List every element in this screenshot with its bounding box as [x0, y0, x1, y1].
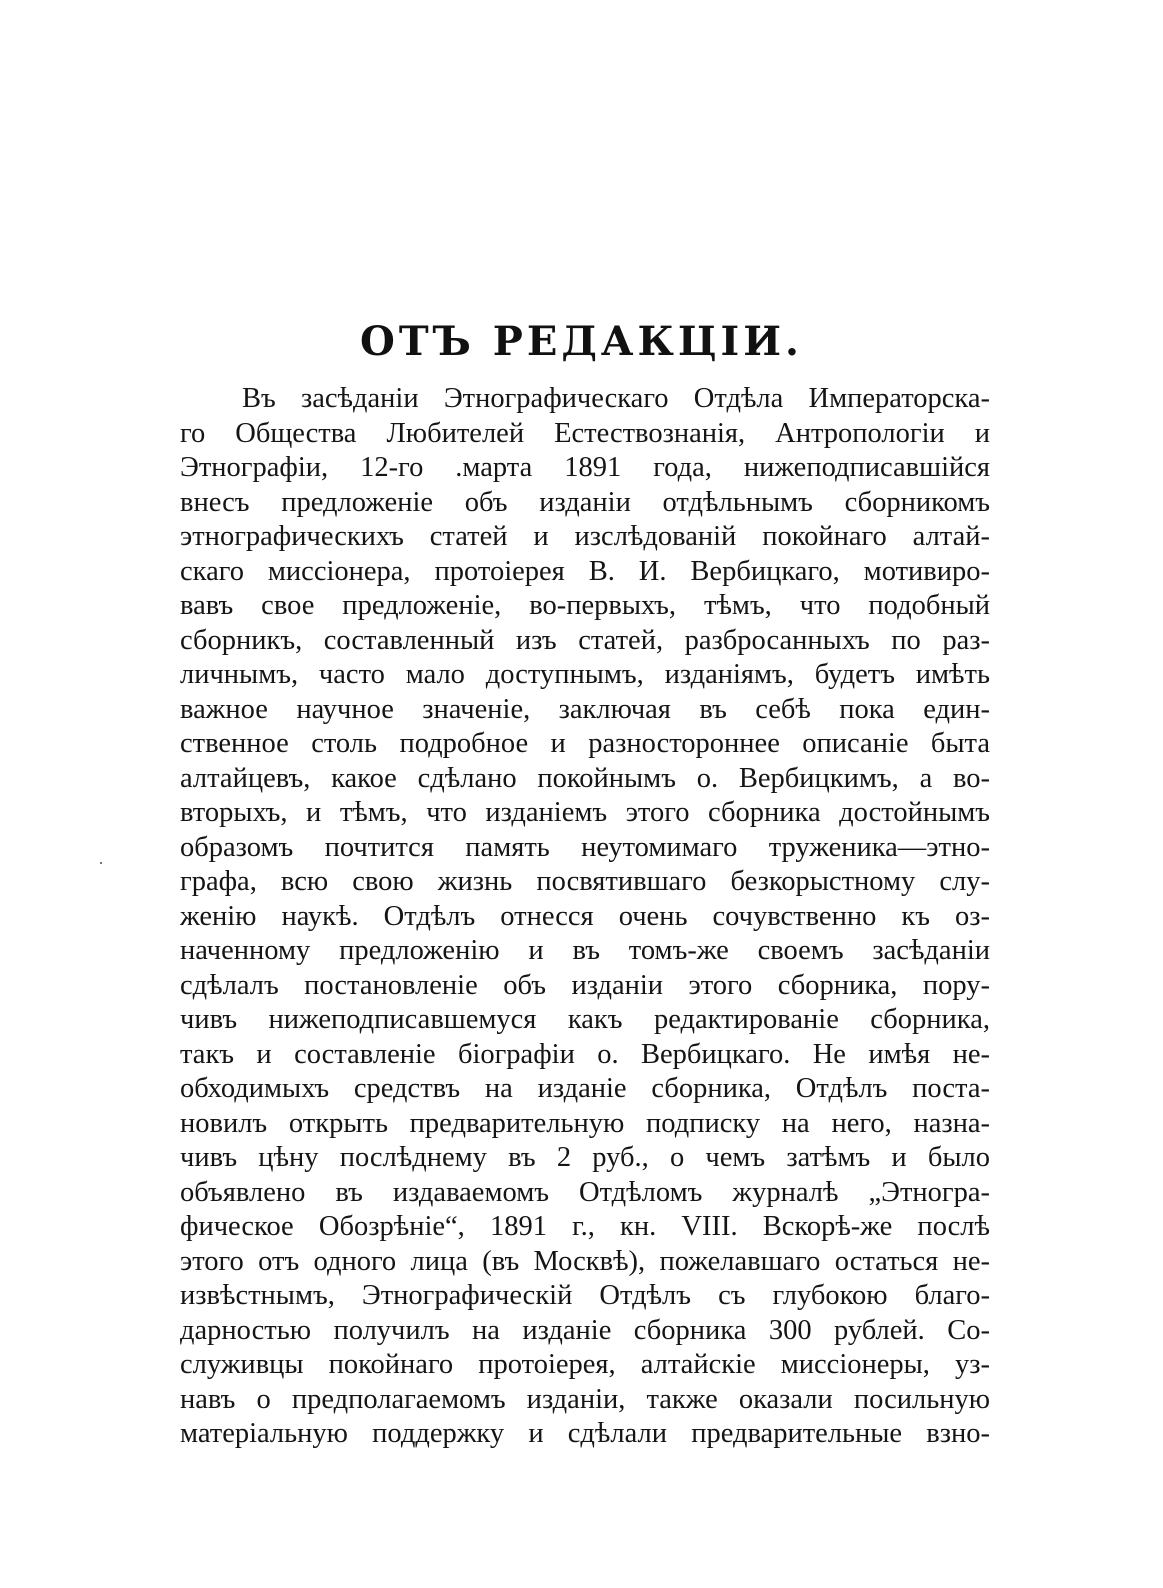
text-line: скаго миссіонера, протоіерея В. И. Вербицкаго, мотивиро- — [180, 555, 990, 587]
text-line: алтайцевъ, какое сдѣлано покойнымъ о. Вербицкимъ, а во- — [180, 762, 990, 794]
text-line: ственное столь подробное и разностороннее описаніе быта — [180, 728, 990, 759]
text-line: женію наукѣ. Отдѣлъ отнесся очень сочувственно къ оз- — [180, 900, 990, 932]
text-line: объявлено въ издаваемомъ Отдѣломъ журналѣ „Этногра- — [180, 1176, 990, 1208]
text-line: Этнографіи, 12-го .марта 1891 года, нижеподписавшійся — [180, 452, 990, 483]
text-line: дарностью получилъ на изданіе сборника 300 рублей. Со- — [180, 1314, 990, 1346]
text-line: Въ засѣданіи Этнографическаго Отдѣла Императорска- — [242, 383, 990, 414]
text-line: фическое Обозрѣніе“, 1891 г., кн. VIII. Вскорѣ-же послѣ — [180, 1211, 990, 1242]
text-line: обходимыхъ средствъ на изданіе сборника, Отдѣлъ поста- — [180, 1073, 990, 1104]
text-line: извѣстнымъ, Этнографическій Отдѣлъ съ глубокою благо- — [180, 1280, 990, 1311]
text-line: вторыхъ, и тѣмъ, что изданіемъ этого сборника достойнымъ — [180, 797, 990, 828]
text-line: этого отъ одного лица (въ Москвѣ), пожелавшаго остаться не- — [180, 1245, 990, 1277]
text-line: внесъ предложеніе объ изданіи отдѣльнымъ сборникомъ — [180, 486, 990, 518]
text-line: наченному предложенію и въ томъ-же своемъ засѣданіи — [180, 935, 990, 966]
text-line: вавъ свое предложеніе, во-первыхъ, тѣмъ, что подобный — [180, 590, 990, 621]
text-line: навъ о предполагаемомъ изданіи, также оказали посильную — [180, 1383, 990, 1415]
body-text — [180, 382, 990, 1452]
text-line: го Общества Любителей Естествознанія, Антропологіи и — [180, 417, 990, 449]
scan-speck — [100, 862, 102, 864]
page-title: ОТЪ РЕДАКЦІИ. — [360, 318, 803, 365]
text-line: личнымъ, часто мало доступнымъ, изданіямъ, будетъ имѣть — [180, 659, 990, 690]
text-line: новилъ открыть предварительную подписку на него, назна- — [180, 1107, 990, 1139]
text-line: сдѣлалъ постановленіе объ изданіи этого сборника, пору- — [180, 969, 990, 1001]
text-line: важное научное значеніе, заключая въ себѣ пока един- — [180, 693, 990, 725]
text-line: служивцы покойнаго протоіерея, алтайскіе миссіонеры, уз- — [180, 1349, 990, 1380]
text-line: этнографическихъ статей и изслѣдованій покойнаго алтай- — [180, 521, 990, 552]
text-line: матеріальную поддержку и сдѣлали предварительные взно- — [180, 1418, 990, 1449]
text-line: такъ и составленіе біографіи о. Вербицкаго. Не имѣя не- — [180, 1038, 990, 1070]
text-line: сборникъ, составленный изъ статей, разбросанныхъ по раз- — [180, 624, 990, 656]
text-line: чивъ цѣну послѣднему въ 2 руб., о чемъ затѣмъ и было — [180, 1142, 990, 1173]
text-line: графа, всю свою жизнь посвятившаго безкорыстному слу- — [180, 866, 990, 897]
text-line: чивъ нижеподписавшемуся какъ редактированіе сборника, — [180, 1004, 990, 1035]
text-line: образомъ почтится память неутомимаго труженика—этно- — [180, 831, 990, 863]
